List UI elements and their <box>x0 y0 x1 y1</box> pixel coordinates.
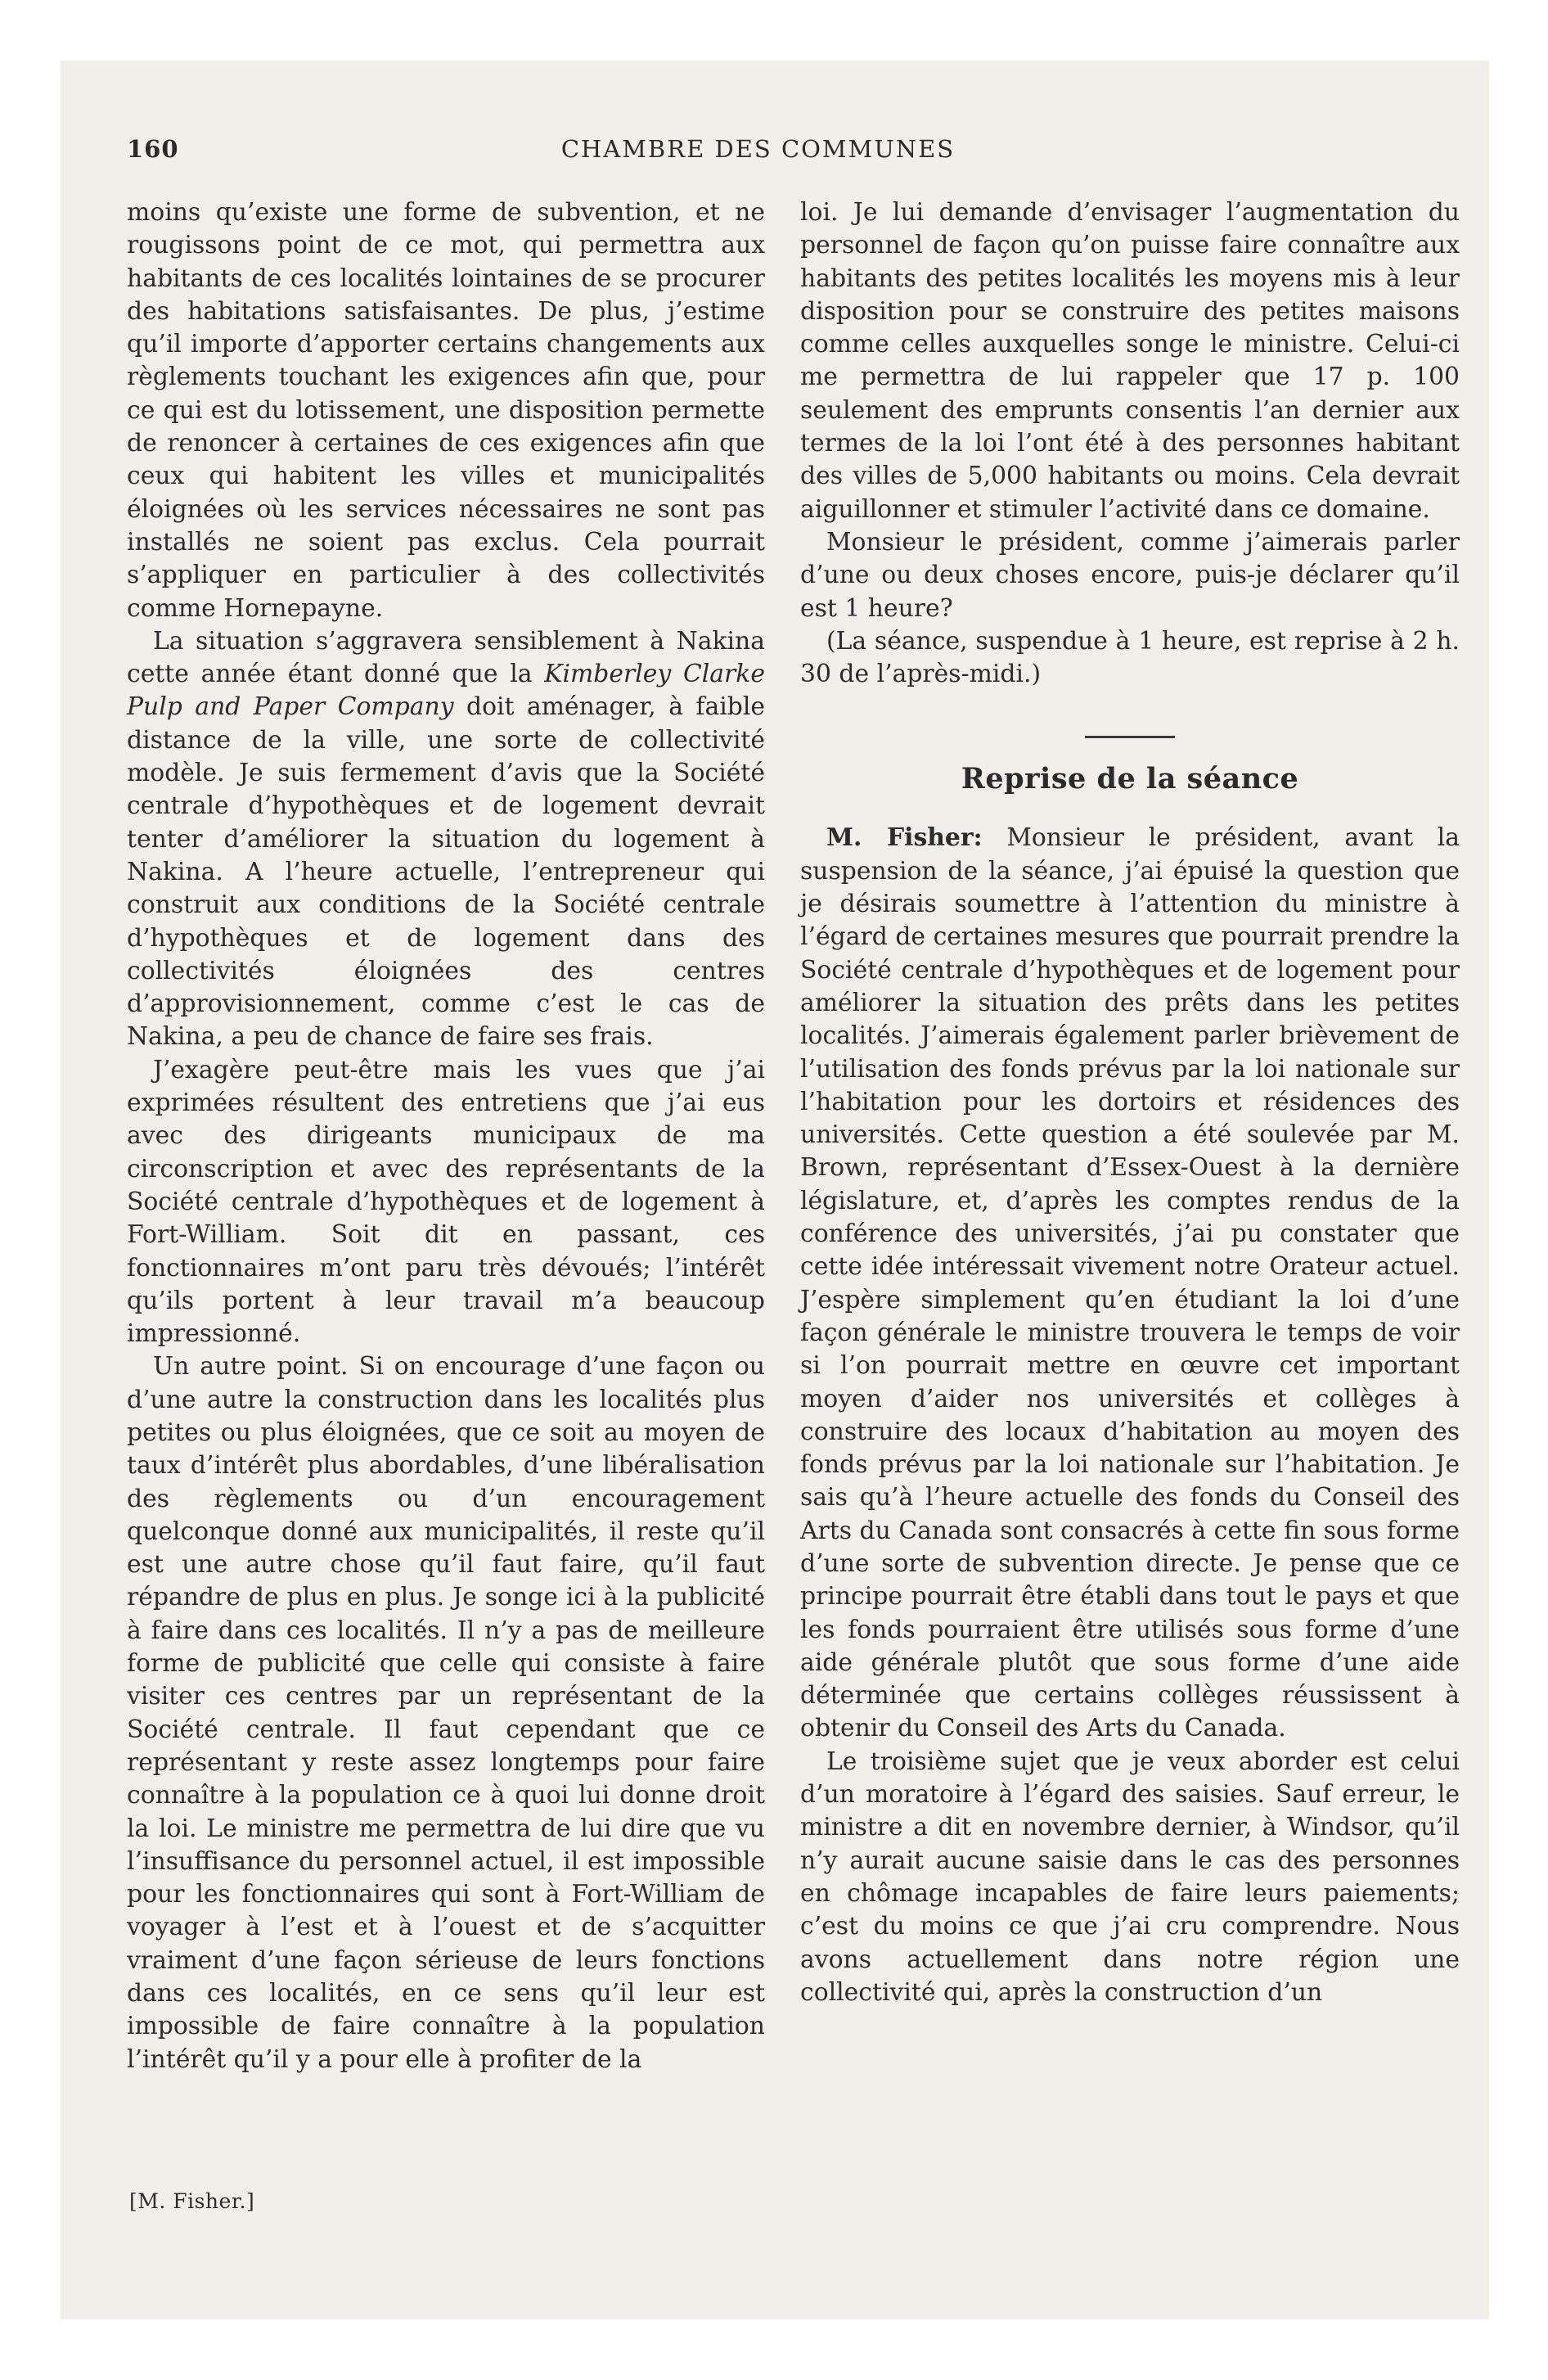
running-title: CHAMBRE DES COMMUNES <box>560 135 956 163</box>
paragraph: Le troisième sujet que je veux aborder est celui d’un moratoire à l’égard des saisies. Sauf erreur, le ministre a dit en novembre dernier, à Windsor, qu’il n’y aurait aucune saisie dans le cas des personnes en chômage incapables de faire leurs paiements; c’est du moins ce que j’ai cru comprendre. Nous avons actuellement dans notre région une collectivité qui, après la construction d’un <box>800 1747 1460 2007</box>
company-name: Kimberley Clarke Pulp and Paper Company <box>127 660 765 722</box>
speaker-attribution: [M. Fisher.] <box>129 2189 255 2213</box>
right-column <box>800 196 1460 2009</box>
page-header <box>127 135 1389 176</box>
paragraph-text: Monsieur le président, avant la suspension de la séance, j’ai épuisé la question que je désirais soumettre à l’attention du ministre à l’égard de certaines mesures que pourrait prendre la Société centrale d’hypothèques et de logement pour améliorer la situation des prêts dans les petites localités. J’aimerais également parler brièvement de l’utilisation des fonds prévus par la loi nationale sur l’habitation pour les dortoirs et résidences des universités. Cette question a été soulevée par M. Brown, représentant d’Essex-Ouest à la dernière législature, et, d’après les comptes rendus de la conférence des universités, j’ai pu constater que cette idée intéressait vivement notre Orateur actuel. J’espère simplement qu’en étudiant la loi d’une façon générale le ministre trouvera le temps de voir si l’on pourrait mettre en œuvre cet important moyen d’aider nos universités et collèges à construire des locaux d’habitation au moyen des fonds prévus par la loi nationale sur l’habitation. Je sais qu’à l’heure actuelle des fonds du Conseil des Arts du Canada sont consacrés à cette fin sous forme d’une sorte de subvention directe. Je pense que ce principe pourrait être établi dans tout le pays et que les fonds pourraient être utilisés sous forme d’une aide générale plutôt que sous forme d’une aide déterminée que certains collèges réussissent à obtenir du Conseil des Arts du Canada. <box>800 823 1460 1743</box>
paragraph-text: doit aménager, à faible distance de la ville, une sorte de collectivité modèle. Je suis fermement d’avis que la Société centrale d’hypothèques et de logement devrait tenter d’améliorer la situation du logement à Nakina. A l’heure actuelle, l’entrepreneur qui construit aux conditions de la Société centrale d’hypothèques et de logement dans des collectivités éloignées des centres d’approvisionnement, comme c’est le cas de Nakina, a peu de chance de faire ses frais. <box>127 692 765 1052</box>
paragraph <box>800 822 1460 1745</box>
paragraph: Monsieur le président, comme j’aimerais parler d’une ou deux choses encore, puis-je déclarer qu’il est 1 heure? <box>800 527 1460 623</box>
paragraph: (La séance, suspendue à 1 heure, est reprise à 2 h. 30 de l’après-midi.) <box>800 626 1460 689</box>
paragraph: J’exagère peut-être mais les vues que j’ai exprimées résultent des entretiens que j’ai eus avec des dirigeants municipaux de ma circonscription et avec des représentants de la Société centrale d’hypothèques et de logement à Fort-William. Soit dit en passant, ces fonctionnaires m’ont paru très dévoués; l’intérêt qu’ils portent à leur travail m’a beaucoup impressionné. <box>127 1055 765 1349</box>
section-divider <box>1085 736 1175 738</box>
speaker-name: M. Fisher: <box>826 823 983 853</box>
left-column <box>127 196 765 2076</box>
section-heading: Reprise de la séance <box>961 762 1299 796</box>
paragraph: loi. Je lui demande d’envisager l’augmentation du personnel de façon qu’on puisse faire connaître aux habitants des petites localités les moyens mis à leur disposition pour se construire des petites maisons comme celles auxquelles songe le ministre. Celui-ci me permettra de lui rappeler que 17 p. 100 seulement des emprunts consentis l’an dernier aux termes de la loi l’ont été à des personnes habitant des villes de 5,000 habitants ou moins. Cela devrait aiguillonner et stimuler l’activité dans ce domaine. <box>800 198 1460 524</box>
page-number: 160 <box>127 135 179 163</box>
paragraph: Un autre point. Si on encourage d’une façon ou d’une autre la construction dans les localités plus petites ou plus éloignées, que ce soit au moyen de taux d’intérêt plus abordables, d’une libéralisation des règlements ou d’un encouragement quelconque donné aux municipalités, il reste qu’il est une autre chose qu’il faut faire, qu’il faut répandre de plus en plus. Je songe ici à la publicité à faire dans ces localités. Il n’y a pas de meilleure forme de publicité que celle qui consiste à faire visiter ces centres par un représentant de la Société centrale. Il faut cependant que ce représentant y reste assez longtemps pour faire connaître à la population ce à quoi lui donne droit la loi. Le ministre me permettra de lui dire que vu l’insuffisance du personnel actuel, il est impossible pour les fonctionnaires qui sont à Fort-William de voyager à l’est et à l’ouest et de s’acquitter vraiment d’une façon sérieuse de leurs fonctions dans ces localités, en ce sens qu’il leur est impossible de faire connaître à la population l’intérêt qu’il y a pour elle à profiter de la <box>127 1352 765 2074</box>
paragraph-text: La situation s’aggravera sensiblement à Nakina cette année étant donné que la <box>127 626 765 689</box>
paragraph: moins qu’existe une forme de subvention, et ne rougissons point de ce mot, qui permettra aux habitants de ces localités lointaines de se procurer des habitations satisfaisantes. De plus, j’estime qu’il importe d’apporter certains changements aux règlements touchant les exigences afin que, pour ce qui est du lotissement, une disposition permette de renoncer à certaines de ces exigences afin que ceux qui habitent les villes et municipalités éloignées où les services nécessaires ne sont pas installés ne soient pas exclus. Cela pourrait s’appliquer en particulier à des collectivités comme Hornepayne. <box>127 198 765 623</box>
paragraph <box>127 625 765 1054</box>
